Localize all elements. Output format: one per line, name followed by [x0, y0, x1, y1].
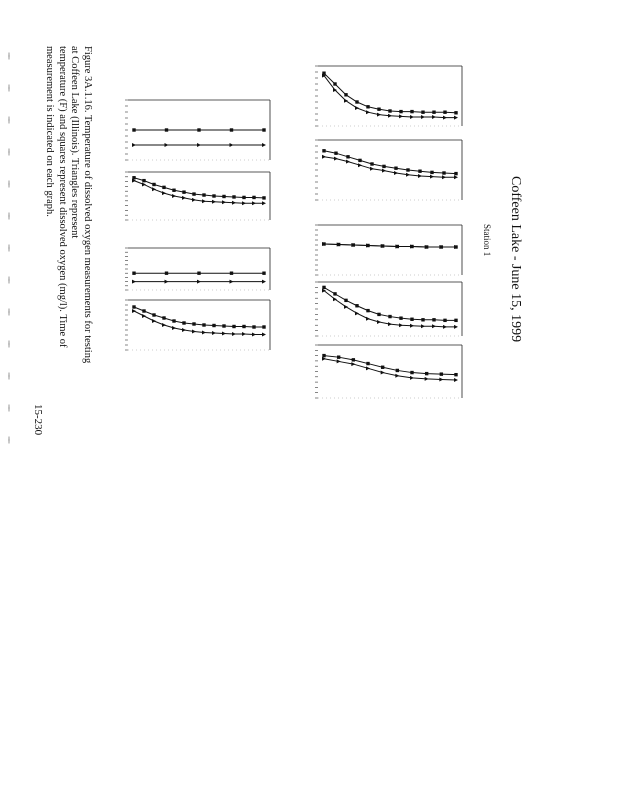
data-point-triangle: [454, 378, 458, 382]
data-point-triangle: [388, 322, 392, 326]
data-point-square: [377, 108, 380, 111]
data-point-triangle: [366, 366, 370, 370]
data-point-square: [454, 111, 457, 114]
data-point-square: [410, 110, 413, 113]
data-point-square: [182, 190, 185, 193]
data-point-triangle: [172, 194, 176, 198]
data-point-triangle: [322, 357, 326, 361]
data-point-triangle: [142, 182, 146, 186]
data-point-triangle: [132, 309, 136, 313]
data-point-triangle: [162, 191, 166, 195]
data-point-triangle: [182, 196, 186, 200]
data-point-square: [410, 318, 413, 321]
data-point-square: [192, 322, 195, 325]
data-point-triangle: [355, 106, 359, 110]
data-point-square: [132, 176, 135, 179]
data-point-square: [222, 195, 225, 198]
data-point-triangle: [394, 171, 398, 175]
data-point-triangle: [432, 115, 436, 119]
data-point-triangle: [443, 325, 447, 329]
data-point-triangle: [262, 333, 266, 337]
data-point-triangle: [165, 280, 169, 284]
data-point-square: [322, 286, 325, 289]
data-point-triangle: [377, 320, 381, 324]
data-point-triangle: [152, 319, 156, 323]
data-point-triangle: [322, 155, 326, 159]
data-point-square: [344, 93, 347, 96]
data-point-square: [334, 152, 337, 155]
data-point-square: [232, 325, 235, 328]
data-point-triangle: [192, 198, 196, 202]
data-point-square: [355, 304, 358, 307]
series-line: [324, 359, 456, 380]
data-point-triangle: [222, 200, 226, 204]
data-point-triangle: [230, 280, 234, 284]
data-point-triangle: [443, 116, 447, 120]
data-point-square: [197, 128, 200, 131]
data-point-square: [454, 172, 457, 175]
data-point-square: [454, 373, 457, 376]
data-point-triangle: [142, 314, 146, 318]
data-point-square: [262, 196, 265, 199]
data-point-square: [252, 325, 255, 328]
data-point-square: [344, 299, 347, 302]
data-point-square: [142, 179, 145, 182]
data-point-triangle: [262, 201, 266, 205]
data-point-triangle: [212, 200, 216, 204]
data-point-triangle: [366, 110, 370, 114]
data-point-triangle: [252, 201, 256, 205]
data-point-triangle: [132, 280, 136, 284]
data-point-square: [322, 354, 325, 357]
data-point-square: [382, 165, 385, 168]
data-point-square: [333, 82, 336, 85]
data-point-triangle: [230, 143, 234, 147]
data-point-square: [142, 309, 145, 312]
data-point-triangle: [381, 371, 385, 375]
data-point-square: [396, 369, 399, 372]
data-point-triangle: [165, 143, 169, 147]
data-point-triangle: [421, 324, 425, 328]
data-point-triangle: [366, 317, 370, 321]
station-label: Station 1: [482, 224, 492, 257]
series-line: [134, 178, 264, 198]
data-point-square: [152, 313, 155, 316]
series-line: [134, 307, 264, 327]
data-point-square: [346, 155, 349, 158]
data-point-square: [443, 319, 446, 322]
page-title: Coffeen Lake - June 15, 1999: [508, 176, 523, 343]
caption-line-1: Figure 3A.1.16. Temperature of dissolved oxygen measurements for testing at Coffeen Lake (Illinois). Triangles represent: [69, 46, 93, 364]
data-point-triangle: [192, 330, 196, 334]
data-point-triangle: [202, 199, 206, 203]
data-point-square: [132, 128, 135, 131]
data-point-triangle: [172, 326, 176, 330]
data-point-triangle: [439, 377, 443, 381]
data-point-square: [399, 316, 402, 319]
data-point-triangle: [442, 175, 446, 179]
data-point-square: [388, 109, 391, 112]
data-point-square: [399, 110, 402, 113]
data-point-square: [443, 111, 446, 114]
data-point-triangle: [430, 175, 434, 179]
data-point-square: [432, 111, 435, 114]
data-point-triangle: [358, 163, 362, 167]
data-point-triangle: [454, 175, 458, 179]
data-point-square: [172, 319, 175, 322]
data-point-square: [425, 372, 428, 375]
data-point-square: [421, 111, 424, 114]
data-point-triangle: [334, 157, 338, 161]
data-point-square: [232, 195, 235, 198]
data-point-triangle: [262, 143, 266, 147]
data-point-triangle: [242, 201, 246, 205]
data-point-square: [381, 366, 384, 369]
data-point-triangle: [410, 115, 414, 119]
data-point-square: [355, 100, 358, 103]
data-point-square: [388, 315, 391, 318]
data-point-square: [165, 272, 168, 275]
data-point-square: [366, 309, 369, 312]
data-point-triangle: [212, 331, 216, 335]
data-point-square: [410, 371, 413, 374]
data-point-triangle: [432, 324, 436, 328]
data-point-square: [162, 316, 165, 319]
data-point-square: [377, 313, 380, 316]
data-point-square: [442, 171, 445, 174]
data-point-triangle: [370, 167, 374, 171]
data-point-triangle: [351, 362, 355, 366]
data-point-square: [242, 196, 245, 199]
data-point-triangle: [410, 376, 414, 380]
data-point-square: [322, 149, 325, 152]
data-point-triangle: [377, 113, 381, 117]
data-point-square: [230, 272, 233, 275]
data-point-square: [454, 319, 457, 322]
data-point-triangle: [197, 143, 201, 147]
data-point-triangle: [388, 114, 392, 118]
data-point-triangle: [406, 173, 410, 177]
series-line: [324, 244, 456, 247]
data-point-square: [197, 272, 200, 275]
data-point-triangle: [355, 311, 359, 315]
data-point-square: [262, 128, 265, 131]
data-point-triangle: [202, 331, 206, 335]
data-point-square: [432, 318, 435, 321]
caption-line-2: temperature (F) and squares represent dissolved oxygen (mg/l). Time of measurement is indicated on each graph.: [44, 46, 68, 348]
data-point-triangle: [222, 332, 226, 336]
data-point-square: [358, 159, 361, 162]
data-point-square: [366, 105, 369, 108]
data-point-square: [192, 192, 195, 195]
data-point-square: [212, 324, 215, 327]
data-point-triangle: [454, 116, 458, 120]
series-line: [324, 73, 456, 113]
data-point-square: [421, 318, 424, 321]
series-line: [324, 291, 456, 327]
data-point-triangle: [252, 333, 256, 337]
data-point-triangle: [162, 323, 166, 327]
data-point-triangle: [399, 114, 403, 118]
data-point-triangle: [395, 374, 399, 378]
data-point-square: [202, 193, 205, 196]
data-point-square: [202, 323, 205, 326]
data-point-square: [370, 162, 373, 165]
data-point-triangle: [152, 187, 156, 191]
data-point-square: [230, 128, 233, 131]
data-point-square: [182, 321, 185, 324]
data-point-square: [366, 362, 369, 365]
data-point-square: [212, 194, 215, 197]
data-point-square: [242, 325, 245, 328]
data-point-triangle: [242, 332, 246, 336]
data-point-triangle: [454, 325, 458, 329]
data-point-triangle: [425, 377, 429, 381]
data-point-triangle: [262, 280, 266, 284]
data-point-square: [440, 372, 443, 375]
data-point-triangle: [337, 359, 341, 363]
data-point-triangle: [346, 160, 350, 164]
data-point-square: [352, 358, 355, 361]
data-point-square: [262, 325, 265, 328]
data-point-square: [252, 196, 255, 199]
data-point-square: [394, 167, 397, 170]
data-point-square: [430, 171, 433, 174]
page-number: 15-230: [32, 404, 44, 436]
data-point-triangle: [182, 328, 186, 332]
data-point-square: [222, 324, 225, 327]
data-point-square: [165, 128, 168, 131]
data-point-triangle: [232, 332, 236, 336]
series-line: [324, 356, 456, 375]
data-point-triangle: [382, 169, 386, 173]
data-point-square: [418, 170, 421, 173]
data-point-triangle: [399, 323, 403, 327]
data-point-square: [152, 183, 155, 186]
data-point-triangle: [232, 201, 236, 205]
data-point-square: [132, 272, 135, 275]
data-point-triangle: [418, 174, 422, 178]
data-point-triangle: [197, 280, 201, 284]
data-point-triangle: [410, 324, 414, 328]
series-line: [324, 151, 456, 174]
data-point-square: [162, 186, 165, 189]
data-point-square: [262, 272, 265, 275]
data-point-square: [406, 168, 409, 171]
data-point-triangle: [132, 143, 136, 147]
data-point-square: [337, 355, 340, 358]
data-point-square: [333, 292, 336, 295]
data-point-square: [132, 305, 135, 308]
data-point-triangle: [421, 115, 425, 119]
data-point-square: [172, 189, 175, 192]
